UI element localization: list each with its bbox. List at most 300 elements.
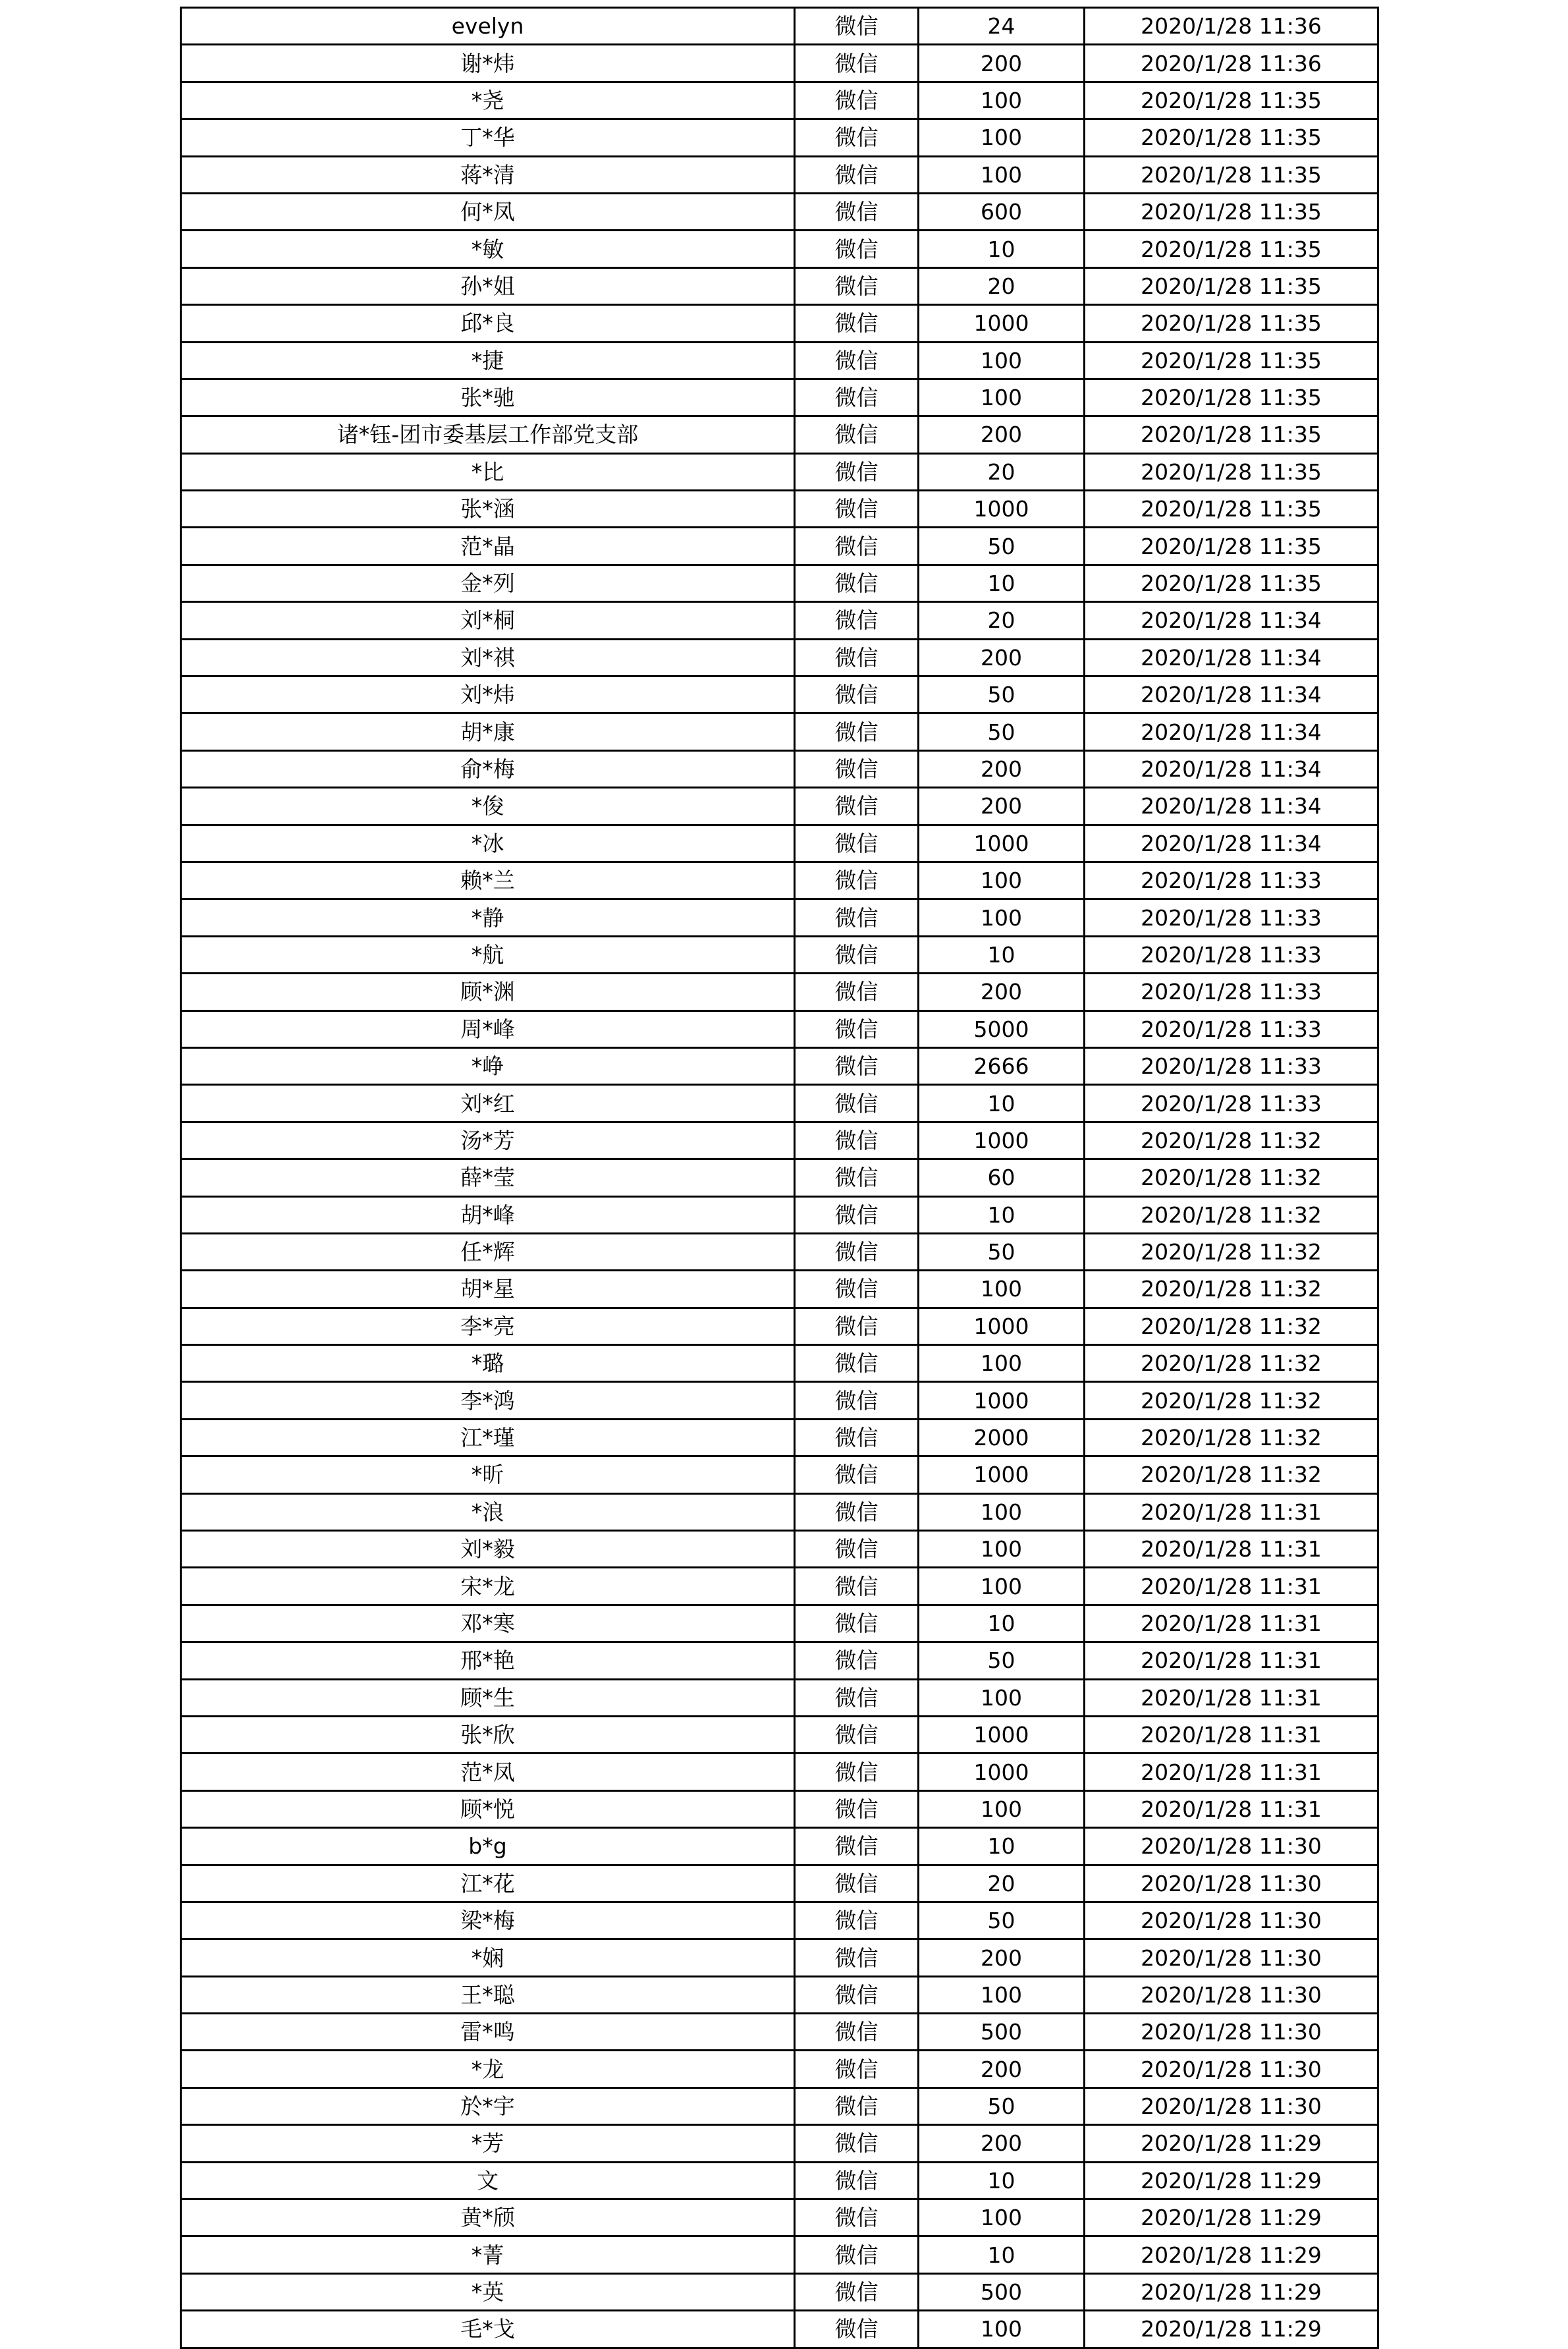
donation-amount-cell: 10 (919, 2236, 1085, 2273)
donation-amount-cell: 200 (919, 45, 1085, 82)
table-row (181, 1605, 1378, 1642)
donor-name-cell: 薛*莹 (181, 1159, 795, 1196)
donation-time-cell: 2020/1/28 11:32 (1085, 1271, 1378, 1308)
donation-amount-cell: 10 (919, 936, 1085, 973)
donation-amount-cell: 10 (919, 2162, 1085, 2199)
payment-channel-cell: 微信 (795, 1085, 919, 1122)
donation-time-cell: 2020/1/28 11:33 (1085, 936, 1378, 973)
payment-channel-cell: 微信 (795, 825, 919, 862)
table-row (181, 1865, 1378, 1902)
donation-time-cell: 2020/1/28 11:34 (1085, 602, 1378, 639)
donation-time-cell: 2020/1/28 11:35 (1085, 156, 1378, 193)
donation-amount-cell: 200 (919, 2051, 1085, 2087)
payment-channel-cell: 微信 (795, 1345, 919, 1382)
donation-amount-cell: 20 (919, 602, 1085, 639)
payment-channel-cell: 微信 (795, 1271, 919, 1308)
table-row (181, 528, 1378, 565)
donation-time-cell: 2020/1/28 11:32 (1085, 1382, 1378, 1419)
table-row (181, 416, 1378, 453)
payment-channel-cell: 微信 (795, 119, 919, 156)
donation-amount-cell: 10 (919, 1196, 1085, 1233)
table-row (181, 1345, 1378, 1382)
donation-amount-cell: 1000 (919, 1716, 1085, 1753)
donation-amount-cell: 1000 (919, 1382, 1085, 1419)
table-row (181, 2014, 1378, 2051)
donation-amount-cell: 1000 (919, 1308, 1085, 1344)
table-row (181, 1010, 1378, 1047)
donation-amount-cell: 20 (919, 267, 1085, 304)
donor-name-cell: 江*花 (181, 1865, 795, 1902)
donation-amount-cell: 50 (919, 1902, 1085, 1939)
donation-time-cell: 2020/1/28 11:36 (1085, 45, 1378, 82)
donation-time-cell: 2020/1/28 11:31 (1085, 1754, 1378, 1790)
donor-name-cell: 邱*良 (181, 305, 795, 342)
donor-name-cell: 赖*兰 (181, 862, 795, 898)
donation-amount-cell: 200 (919, 639, 1085, 676)
table-row (181, 1085, 1378, 1122)
donor-name-cell: *菁 (181, 2236, 795, 2273)
payment-channel-cell: 微信 (795, 1196, 919, 1233)
payment-channel-cell: 微信 (795, 1493, 919, 1530)
donation-amount-cell: 100 (919, 119, 1085, 156)
donation-amount-cell: 200 (919, 2125, 1085, 2162)
table-row (181, 305, 1378, 342)
donation-time-cell: 2020/1/28 11:34 (1085, 788, 1378, 825)
donor-name-cell: *昕 (181, 1456, 795, 1493)
donation-amount-cell: 100 (919, 379, 1085, 416)
donation-time-cell: 2020/1/28 11:35 (1085, 491, 1378, 528)
donation-amount-cell: 200 (919, 974, 1085, 1010)
table-row (181, 1419, 1378, 1456)
donation-time-cell: 2020/1/28 11:31 (1085, 1716, 1378, 1753)
donor-name-cell: *龙 (181, 2051, 795, 2087)
payment-channel-cell: 微信 (795, 1419, 919, 1456)
payment-channel-cell: 微信 (795, 416, 919, 453)
donation-amount-cell: 100 (919, 1976, 1085, 2013)
donation-amount-cell: 600 (919, 193, 1085, 230)
table-row (181, 8, 1378, 45)
table-row (181, 1531, 1378, 1568)
table-row (181, 788, 1378, 825)
donation-time-cell: 2020/1/28 11:35 (1085, 82, 1378, 119)
donor-name-cell: 江*瑾 (181, 1419, 795, 1456)
donation-amount-cell: 10 (919, 565, 1085, 601)
donation-time-cell: 2020/1/28 11:33 (1085, 1047, 1378, 1084)
table-row (181, 379, 1378, 416)
table-row (181, 677, 1378, 713)
donation-time-cell: 2020/1/28 11:34 (1085, 825, 1378, 862)
donation-amount-cell: 20 (919, 1865, 1085, 1902)
donation-amount-cell: 100 (919, 1271, 1085, 1308)
payment-channel-cell: 微信 (795, 862, 919, 898)
donation-amount-cell: 100 (919, 82, 1085, 119)
payment-channel-cell: 微信 (795, 899, 919, 936)
donation-time-cell: 2020/1/28 11:32 (1085, 1345, 1378, 1382)
donation-table (180, 7, 1379, 2349)
table-row (181, 899, 1378, 936)
donation-time-cell: 2020/1/28 11:30 (1085, 2087, 1378, 2124)
payment-channel-cell: 微信 (795, 974, 919, 1010)
table-row (181, 2311, 1378, 2348)
table-row (181, 1902, 1378, 1939)
donation-time-cell: 2020/1/28 11:35 (1085, 528, 1378, 565)
table-row (181, 491, 1378, 528)
donation-time-cell: 2020/1/28 11:30 (1085, 1828, 1378, 1865)
donation-time-cell: 2020/1/28 11:31 (1085, 1568, 1378, 1605)
donation-amount-cell: 100 (919, 862, 1085, 898)
table-row (181, 231, 1378, 267)
donation-time-cell: 2020/1/28 11:35 (1085, 565, 1378, 601)
donation-time-cell: 2020/1/28 11:29 (1085, 2199, 1378, 2236)
table-row (181, 342, 1378, 379)
donation-time-cell: 2020/1/28 11:35 (1085, 231, 1378, 267)
donation-time-cell: 2020/1/28 11:34 (1085, 750, 1378, 787)
table-row (181, 453, 1378, 490)
donor-name-cell: 蒋*清 (181, 156, 795, 193)
donation-time-cell: 2020/1/28 11:30 (1085, 1902, 1378, 1939)
table-row (181, 1456, 1378, 1493)
donation-amount-cell: 100 (919, 1568, 1085, 1605)
donation-time-cell: 2020/1/28 11:29 (1085, 2273, 1378, 2310)
donation-time-cell: 2020/1/28 11:32 (1085, 1419, 1378, 1456)
table-row (181, 1976, 1378, 2013)
donation-table-body (181, 8, 1378, 2348)
payment-channel-cell: 微信 (795, 231, 919, 267)
payment-channel-cell: 微信 (795, 342, 919, 379)
donor-name-cell: 张*欣 (181, 1716, 795, 1753)
table-row (181, 1382, 1378, 1419)
donation-time-cell: 2020/1/28 11:35 (1085, 119, 1378, 156)
donor-name-cell: 毛*戈 (181, 2311, 795, 2348)
donation-amount-cell: 100 (919, 1493, 1085, 1530)
table-row (181, 1754, 1378, 1790)
payment-channel-cell: 微信 (795, 1233, 919, 1270)
donation-amount-cell: 100 (919, 1345, 1085, 1382)
donor-name-cell: 刘*桐 (181, 602, 795, 639)
table-row (181, 825, 1378, 862)
payment-channel-cell: 微信 (795, 1716, 919, 1753)
donation-amount-cell: 500 (919, 2014, 1085, 2051)
table-row (181, 193, 1378, 230)
table-row (181, 1828, 1378, 1865)
donor-name-cell: *俊 (181, 788, 795, 825)
donation-time-cell: 2020/1/28 11:34 (1085, 639, 1378, 676)
donation-amount-cell: 200 (919, 1939, 1085, 1976)
donor-name-cell: *尧 (181, 82, 795, 119)
donation-amount-cell: 10 (919, 1085, 1085, 1122)
payment-channel-cell: 微信 (795, 1159, 919, 1196)
donor-name-cell: 李*亮 (181, 1308, 795, 1344)
payment-channel-cell: 微信 (795, 936, 919, 973)
table-row (181, 156, 1378, 193)
payment-channel-cell: 微信 (795, 267, 919, 304)
donor-name-cell: 邓*寒 (181, 1605, 795, 1642)
donor-name-cell: 汤*芳 (181, 1122, 795, 1159)
donation-amount-cell: 100 (919, 1679, 1085, 1716)
payment-channel-cell: 微信 (795, 750, 919, 787)
table-row (181, 1790, 1378, 1827)
donor-name-cell: 王*聪 (181, 1976, 795, 2013)
donation-time-cell: 2020/1/28 11:30 (1085, 1976, 1378, 2013)
payment-channel-cell: 微信 (795, 1976, 919, 2013)
table-row (181, 1568, 1378, 1605)
table-row (181, 1233, 1378, 1270)
payment-channel-cell: 微信 (795, 8, 919, 45)
donation-time-cell: 2020/1/28 11:32 (1085, 1308, 1378, 1344)
payment-channel-cell: 微信 (795, 1308, 919, 1344)
donation-amount-cell: 200 (919, 788, 1085, 825)
donor-name-cell: b*g (181, 1828, 795, 1865)
donation-amount-cell: 10 (919, 1828, 1085, 1865)
payment-channel-cell: 微信 (795, 1679, 919, 1716)
table-row (181, 1716, 1378, 1753)
payment-channel-cell: 微信 (795, 2199, 919, 2236)
table-row (181, 2236, 1378, 2273)
payment-channel-cell: 微信 (795, 305, 919, 342)
donor-name-cell: evelyn (181, 8, 795, 45)
donation-time-cell: 2020/1/28 11:29 (1085, 2125, 1378, 2162)
payment-channel-cell: 微信 (795, 2087, 919, 2124)
payment-channel-cell: 微信 (795, 1568, 919, 1605)
donation-amount-cell: 2666 (919, 1047, 1085, 1084)
table-row (181, 1271, 1378, 1308)
payment-channel-cell: 微信 (795, 1047, 919, 1084)
donor-name-cell: 周*峰 (181, 1010, 795, 1047)
donation-amount-cell: 100 (919, 899, 1085, 936)
donation-time-cell: 2020/1/28 11:33 (1085, 899, 1378, 936)
donation-amount-cell: 50 (919, 1233, 1085, 1270)
donation-amount-cell: 24 (919, 8, 1085, 45)
donor-name-cell: 刘*毅 (181, 1531, 795, 1568)
payment-channel-cell: 微信 (795, 45, 919, 82)
donor-name-cell: 俞*梅 (181, 750, 795, 787)
donor-name-cell: 何*凤 (181, 193, 795, 230)
donor-name-cell: *冰 (181, 825, 795, 862)
table-row (181, 1308, 1378, 1344)
table-row (181, 1196, 1378, 1233)
payment-channel-cell: 微信 (795, 1531, 919, 1568)
payment-channel-cell: 微信 (795, 1902, 919, 1939)
table-row (181, 2087, 1378, 2124)
donor-name-cell: 诸*钰-团市委基层工作部党支部 (181, 416, 795, 453)
donor-name-cell: 丁*华 (181, 119, 795, 156)
payment-channel-cell: 微信 (795, 2273, 919, 2310)
payment-channel-cell: 微信 (795, 1456, 919, 1493)
donor-name-cell: 刘*炜 (181, 677, 795, 713)
donation-time-cell: 2020/1/28 11:35 (1085, 342, 1378, 379)
table-row (181, 1679, 1378, 1716)
donor-name-cell: *比 (181, 453, 795, 490)
donation-time-cell: 2020/1/28 11:30 (1085, 2051, 1378, 2087)
table-row (181, 267, 1378, 304)
donation-time-cell: 2020/1/28 11:33 (1085, 974, 1378, 1010)
table-row (181, 2162, 1378, 2199)
payment-channel-cell: 微信 (795, 453, 919, 490)
table-row (181, 713, 1378, 750)
donation-time-cell: 2020/1/28 11:31 (1085, 1605, 1378, 1642)
donation-time-cell: 2020/1/28 11:29 (1085, 2162, 1378, 2199)
payment-channel-cell: 微信 (795, 379, 919, 416)
donor-name-cell: 刘*红 (181, 1085, 795, 1122)
payment-channel-cell: 微信 (795, 1828, 919, 1865)
payment-channel-cell: 微信 (795, 677, 919, 713)
donation-time-cell: 2020/1/28 11:35 (1085, 193, 1378, 230)
donor-name-cell: 张*驰 (181, 379, 795, 416)
table-row (181, 2051, 1378, 2087)
donation-amount-cell: 20 (919, 453, 1085, 490)
payment-channel-cell: 微信 (795, 788, 919, 825)
donation-amount-cell: 60 (919, 1159, 1085, 1196)
donation-time-cell: 2020/1/28 11:31 (1085, 1642, 1378, 1679)
donation-time-cell: 2020/1/28 11:36 (1085, 8, 1378, 45)
table-row (181, 1159, 1378, 1196)
donor-name-cell: 金*列 (181, 565, 795, 601)
donation-sheet (180, 7, 1377, 2349)
donation-amount-cell: 100 (919, 1790, 1085, 1827)
donation-time-cell: 2020/1/28 11:30 (1085, 2014, 1378, 2051)
donation-time-cell: 2020/1/28 11:31 (1085, 1531, 1378, 1568)
donor-name-cell: *航 (181, 936, 795, 973)
donation-amount-cell: 200 (919, 750, 1085, 787)
payment-channel-cell: 微信 (795, 2125, 919, 2162)
donation-amount-cell: 50 (919, 713, 1085, 750)
donation-time-cell: 2020/1/28 11:32 (1085, 1196, 1378, 1233)
payment-channel-cell: 微信 (795, 1790, 919, 1827)
donor-name-cell: 任*辉 (181, 1233, 795, 1270)
table-row (181, 862, 1378, 898)
payment-channel-cell: 微信 (795, 1010, 919, 1047)
payment-channel-cell: 微信 (795, 2311, 919, 2348)
payment-channel-cell: 微信 (795, 1382, 919, 1419)
donation-amount-cell: 50 (919, 2087, 1085, 2124)
table-row (181, 2125, 1378, 2162)
donation-amount-cell: 50 (919, 528, 1085, 565)
donor-name-cell: 黄*颀 (181, 2199, 795, 2236)
payment-channel-cell: 微信 (795, 2014, 919, 2051)
donor-name-cell: 雷*鸣 (181, 2014, 795, 2051)
donation-amount-cell: 100 (919, 342, 1085, 379)
donor-name-cell: *敏 (181, 231, 795, 267)
donor-name-cell: 梁*梅 (181, 1902, 795, 1939)
payment-channel-cell: 微信 (795, 2236, 919, 2273)
donor-name-cell: 顾*渊 (181, 974, 795, 1010)
payment-channel-cell: 微信 (795, 156, 919, 193)
payment-channel-cell: 微信 (795, 2051, 919, 2087)
donation-time-cell: 2020/1/28 11:33 (1085, 1010, 1378, 1047)
table-row (181, 1493, 1378, 1530)
donation-time-cell: 2020/1/28 11:29 (1085, 2311, 1378, 2348)
payment-channel-cell: 微信 (795, 193, 919, 230)
table-row (181, 750, 1378, 787)
donor-name-cell: 顾*生 (181, 1679, 795, 1716)
table-row (181, 1122, 1378, 1159)
table-row (181, 2273, 1378, 2310)
donation-time-cell: 2020/1/28 11:34 (1085, 677, 1378, 713)
donation-time-cell: 2020/1/28 11:35 (1085, 267, 1378, 304)
donor-name-cell: 胡*星 (181, 1271, 795, 1308)
payment-channel-cell: 微信 (795, 639, 919, 676)
donation-amount-cell: 1000 (919, 1754, 1085, 1790)
donation-time-cell: 2020/1/28 11:35 (1085, 416, 1378, 453)
donor-name-cell: *璐 (181, 1345, 795, 1382)
table-row (181, 1642, 1378, 1679)
donation-time-cell: 2020/1/28 11:34 (1085, 713, 1378, 750)
donor-name-cell: 文 (181, 2162, 795, 2199)
donation-time-cell: 2020/1/28 11:31 (1085, 1679, 1378, 1716)
donor-name-cell: *芳 (181, 2125, 795, 2162)
donation-time-cell: 2020/1/28 11:32 (1085, 1159, 1378, 1196)
donation-amount-cell: 1000 (919, 1122, 1085, 1159)
donation-amount-cell: 100 (919, 2199, 1085, 2236)
donor-name-cell: 范*凤 (181, 1754, 795, 1790)
donation-time-cell: 2020/1/28 11:35 (1085, 305, 1378, 342)
donor-name-cell: *娴 (181, 1939, 795, 1976)
donation-amount-cell: 500 (919, 2273, 1085, 2310)
payment-channel-cell: 微信 (795, 2162, 919, 2199)
table-row (181, 1047, 1378, 1084)
donation-amount-cell: 200 (919, 416, 1085, 453)
payment-channel-cell: 微信 (795, 528, 919, 565)
donation-time-cell: 2020/1/28 11:32 (1085, 1233, 1378, 1270)
donor-name-cell: *峥 (181, 1047, 795, 1084)
donation-time-cell: 2020/1/28 11:35 (1085, 453, 1378, 490)
donation-amount-cell: 1000 (919, 1456, 1085, 1493)
table-row (181, 1939, 1378, 1976)
payment-channel-cell: 微信 (795, 1939, 919, 1976)
donor-name-cell: 孙*姐 (181, 267, 795, 304)
donation-time-cell: 2020/1/28 11:35 (1085, 379, 1378, 416)
donation-amount-cell: 100 (919, 1531, 1085, 1568)
donor-name-cell: 范*晶 (181, 528, 795, 565)
donation-time-cell: 2020/1/28 11:33 (1085, 862, 1378, 898)
donation-amount-cell: 10 (919, 1605, 1085, 1642)
table-row (181, 45, 1378, 82)
payment-channel-cell: 微信 (795, 602, 919, 639)
payment-channel-cell: 微信 (795, 1754, 919, 1790)
donation-amount-cell: 5000 (919, 1010, 1085, 1047)
payment-channel-cell: 微信 (795, 713, 919, 750)
payment-channel-cell: 微信 (795, 1605, 919, 1642)
donor-name-cell: *浪 (181, 1493, 795, 1530)
donation-time-cell: 2020/1/28 11:30 (1085, 1865, 1378, 1902)
payment-channel-cell: 微信 (795, 1642, 919, 1679)
donation-time-cell: 2020/1/28 11:32 (1085, 1456, 1378, 1493)
table-row (181, 565, 1378, 601)
donation-amount-cell: 10 (919, 231, 1085, 267)
donor-name-cell: 张*涵 (181, 491, 795, 528)
donor-name-cell: 宋*龙 (181, 1568, 795, 1605)
payment-channel-cell: 微信 (795, 82, 919, 119)
donor-name-cell: 顾*悦 (181, 1790, 795, 1827)
table-row (181, 119, 1378, 156)
donation-time-cell: 2020/1/28 11:30 (1085, 1939, 1378, 1976)
donation-time-cell: 2020/1/28 11:29 (1085, 2236, 1378, 2273)
donation-time-cell: 2020/1/28 11:33 (1085, 1085, 1378, 1122)
donor-name-cell: 刘*祺 (181, 639, 795, 676)
donor-name-cell: 谢*炜 (181, 45, 795, 82)
donation-amount-cell: 2000 (919, 1419, 1085, 1456)
table-row (181, 936, 1378, 973)
donation-amount-cell: 1000 (919, 491, 1085, 528)
donation-time-cell: 2020/1/28 11:32 (1085, 1122, 1378, 1159)
table-row (181, 602, 1378, 639)
donor-name-cell: 於*宇 (181, 2087, 795, 2124)
payment-channel-cell: 微信 (795, 1122, 919, 1159)
table-row (181, 82, 1378, 119)
donation-amount-cell: 1000 (919, 305, 1085, 342)
donation-amount-cell: 1000 (919, 825, 1085, 862)
donor-name-cell: 邢*艳 (181, 1642, 795, 1679)
